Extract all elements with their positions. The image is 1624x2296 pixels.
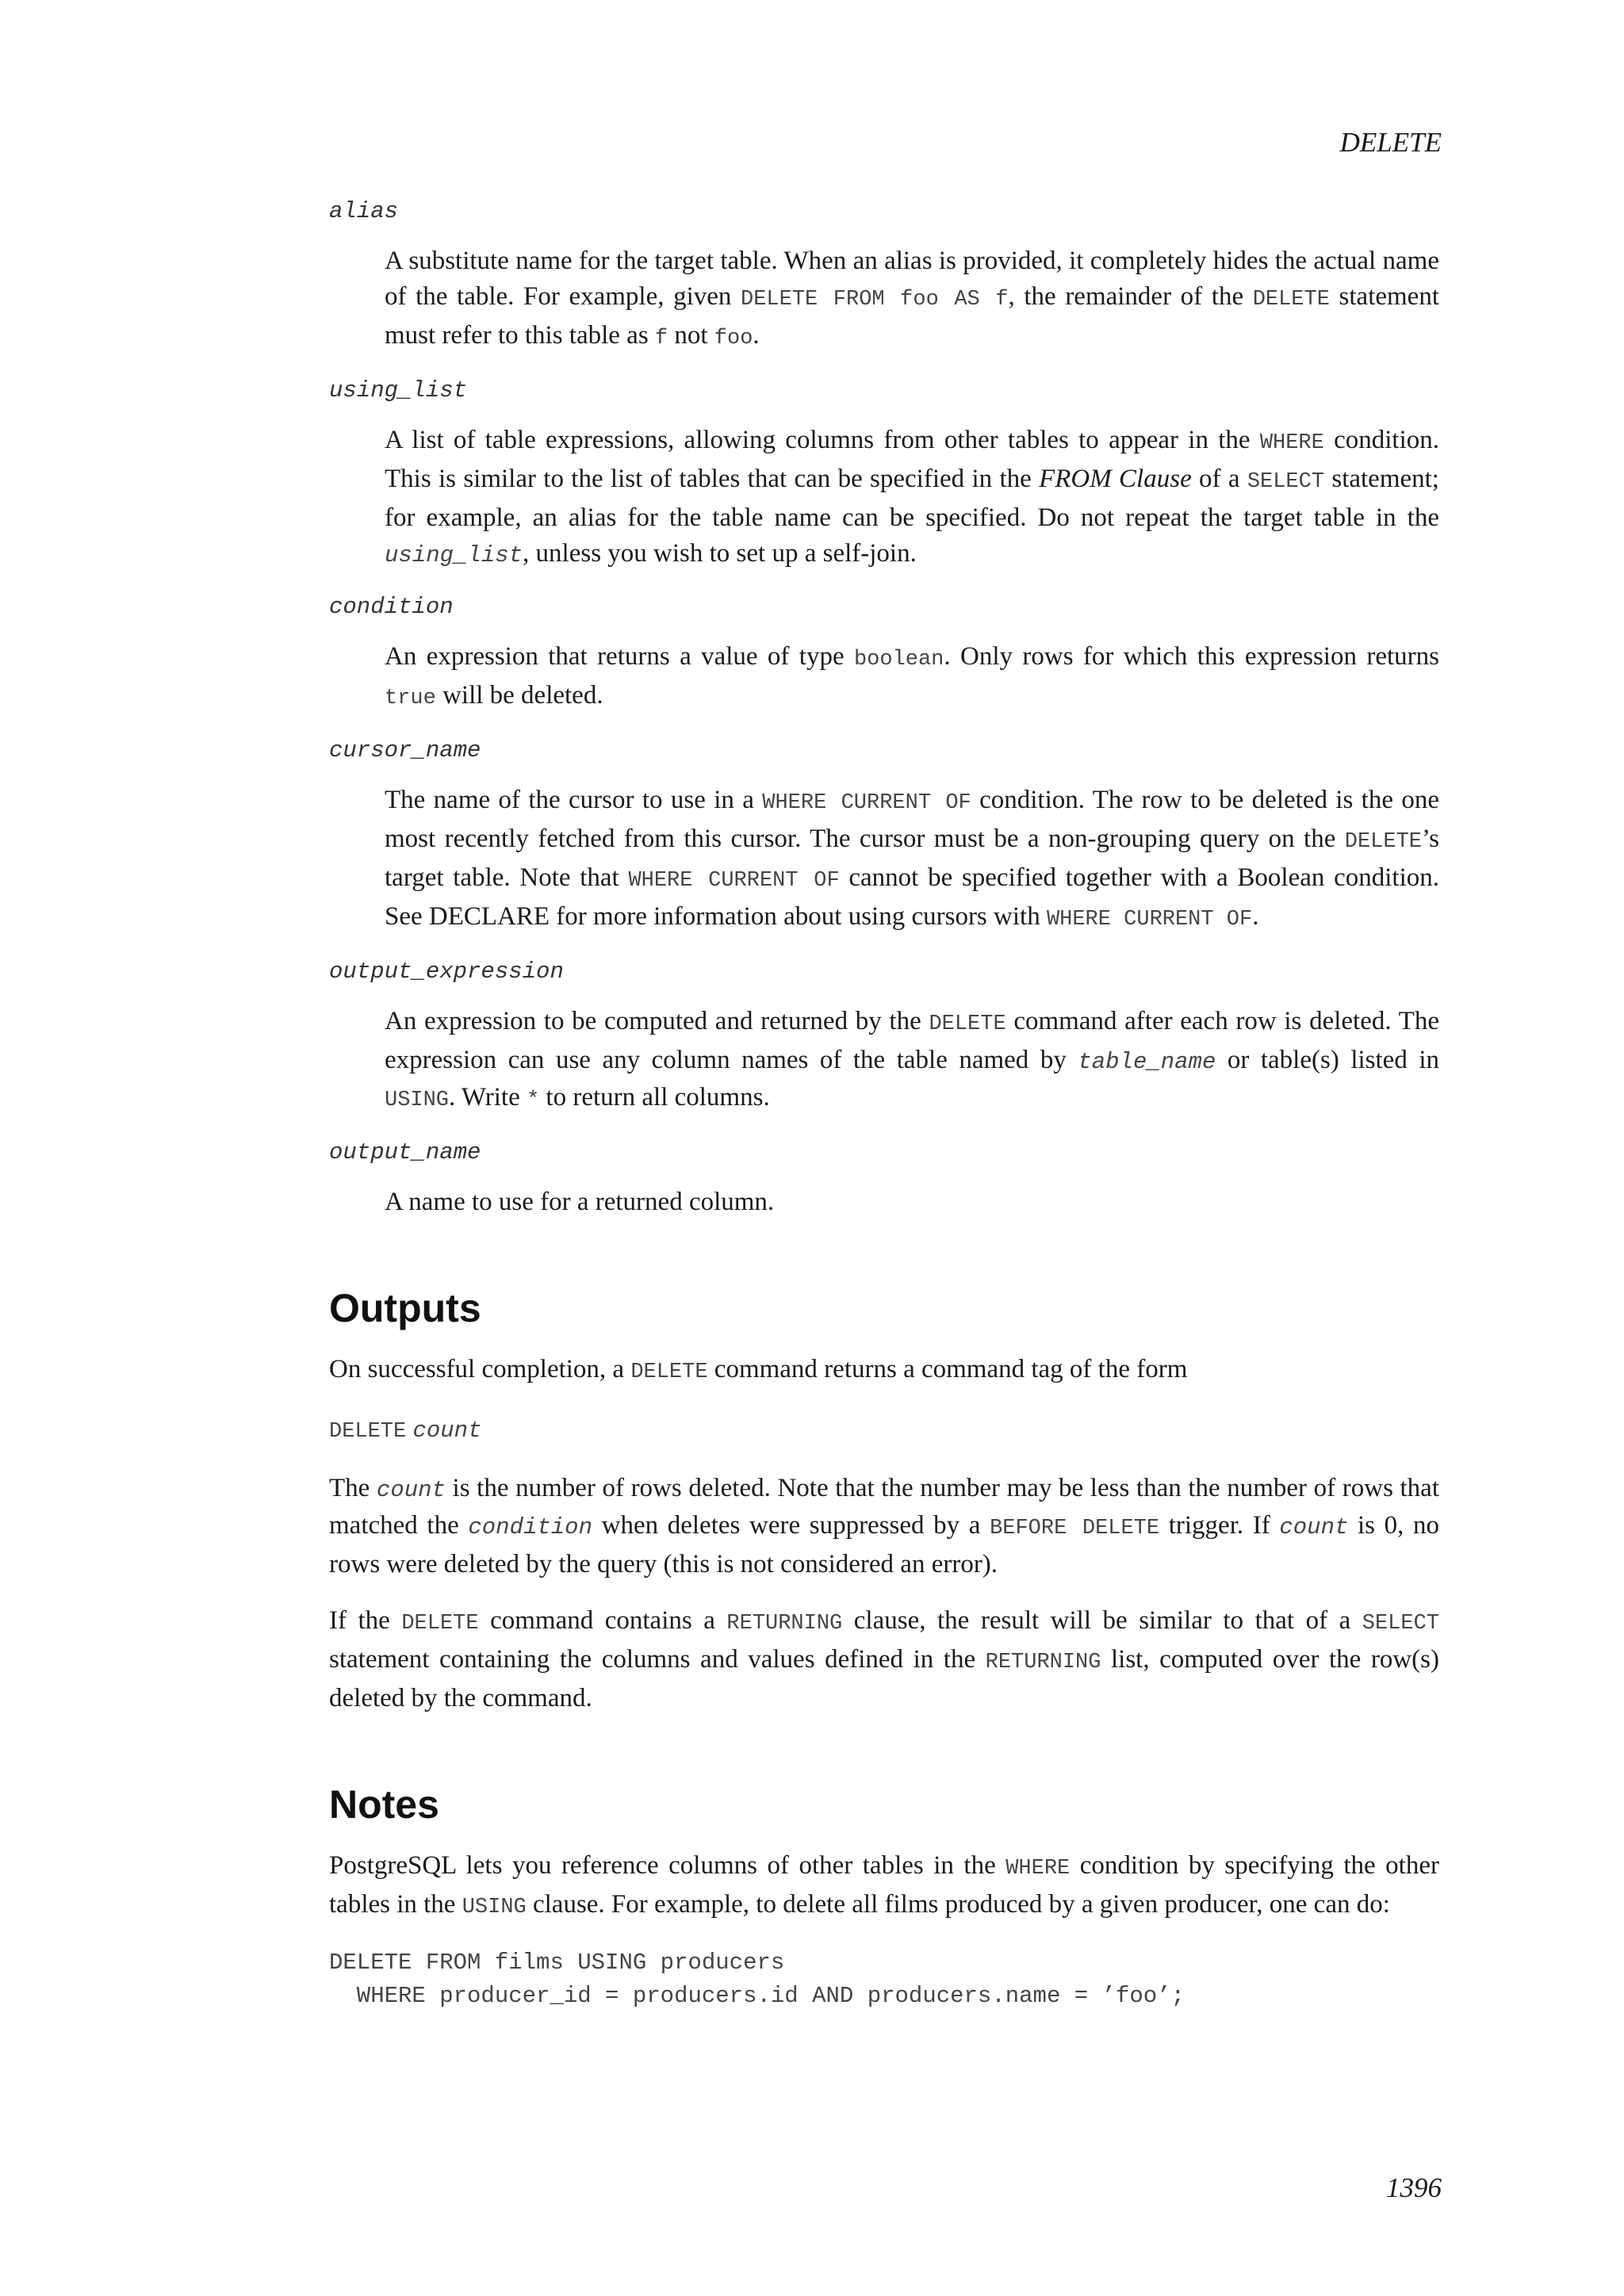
- inline-code: *: [526, 1089, 540, 1112]
- inline-text: condition. This is similar to the list of tables that can be specified in the: [385, 426, 1440, 493]
- running-head: DELETE: [1339, 127, 1442, 158]
- inline-code: WHERE CURRENT OF: [628, 869, 840, 893]
- inline-text: command returns a command tag of the form: [707, 1355, 1188, 1383]
- inline-code: DELETE: [1252, 288, 1330, 312]
- inline-text: cannot be specified together with a Boolean condition. See DECLARE for more information about using cursors with: [385, 863, 1439, 931]
- inline-text: when deletes were suppressed by a: [592, 1511, 990, 1540]
- definition-term: output_name: [329, 1139, 481, 1165]
- inline-text: or table(s) listed in: [1216, 1046, 1439, 1074]
- outputs-para-count: [329, 1471, 1439, 1582]
- inline-text: is 0, no rows were deleted by the query (this is not considered an error).: [329, 1511, 1440, 1578]
- inline-text: statement; for example, an alias for the table name can be specified. Do not repeat the target table in the: [385, 465, 1439, 532]
- definition-term: output_expression: [329, 959, 564, 985]
- definition-term: using_list: [329, 377, 468, 404]
- inline-code-var: count: [376, 1477, 446, 1503]
- inline-text: A list of table expressions, allowing columns from other tables to appear in the: [385, 426, 1260, 454]
- inline-text: of a: [1191, 465, 1247, 493]
- definition-paragraph: [385, 1004, 1439, 1119]
- inline-text: . Only rows for which this expression returns: [944, 642, 1439, 671]
- inline-text: will be deleted.: [435, 681, 603, 710]
- notes-heading: Notes: [329, 1782, 439, 1827]
- definition-description: [385, 243, 1439, 357]
- inline-text: If the: [329, 1606, 402, 1635]
- notes-para: [329, 1848, 1439, 1926]
- definition-term: condition: [329, 594, 454, 620]
- inline-code: WHERE: [1005, 1857, 1071, 1881]
- inline-text: not: [668, 321, 714, 350]
- inline-code: USING: [385, 1089, 450, 1112]
- inline-code: boolean: [853, 648, 944, 672]
- inline-text: On successful completion, a: [329, 1355, 631, 1383]
- command-tag-code: DELETE: [329, 1420, 407, 1444]
- inline-text: condition. The row to be deleted is the one most recently fetched from this cursor. The cursor must be a non-grouping query on the: [385, 786, 1440, 853]
- inline-text: The: [329, 1474, 377, 1502]
- inline-text: A name to use for a returned column.: [385, 1188, 775, 1216]
- inline-text: ’s target table. Note that: [385, 825, 1439, 892]
- inline-code: WHERE CURRENT OF: [1046, 908, 1253, 932]
- inline-text: clause. For example, to delete all films produced by a given producer, one can do:: [526, 1890, 1390, 1919]
- inline-code: DELETE: [401, 1612, 479, 1636]
- definition-paragraph: [385, 1184, 1439, 1220]
- inline-text: An expression to be computed and returned by the: [385, 1007, 929, 1035]
- definition-paragraph: [385, 243, 1439, 357]
- inline-text: , the remainder of the: [1008, 282, 1253, 311]
- inline-text: An expression that returns a value of type: [385, 642, 854, 671]
- definition-description: [385, 783, 1439, 938]
- inline-code: RETURNING: [985, 1651, 1101, 1674]
- inline-text: to return all columns.: [539, 1083, 770, 1112]
- definition-paragraph: [385, 783, 1439, 938]
- inline-text: .: [1252, 902, 1259, 931]
- inline-code: DELETE: [929, 1012, 1006, 1036]
- definition-description: [385, 1004, 1439, 1119]
- definition-paragraph: [385, 423, 1439, 573]
- inline-text: statement must refer to this table as: [385, 282, 1439, 350]
- outputs-para-returning: [329, 1603, 1439, 1716]
- inline-text: is the number of rows deleted. Note that the number may be less than the number of rows that matched the: [329, 1474, 1439, 1540]
- inline-code: USING: [462, 1896, 527, 1919]
- outputs-intro: [329, 1352, 1439, 1391]
- inline-code: foo: [714, 327, 753, 350]
- content: [329, 198, 1439, 2029]
- inline-text: The name of the cursor to use in a: [385, 786, 763, 814]
- inline-text: A substitute name for the target table. When an alias is provided, it completely hides the actual name of the table. For example, given: [385, 247, 1439, 311]
- inline-text: clause, the result will be similar to that of a: [842, 1606, 1362, 1635]
- inline-code-var: count: [1279, 1514, 1349, 1540]
- command-tag-var: count: [412, 1418, 482, 1444]
- inline-text: , unless you wish to set up a self-join.: [523, 539, 917, 568]
- inline-text: PostgreSQL lets you reference columns of other tables in the: [329, 1851, 1006, 1880]
- inline-code-var: condition: [468, 1514, 592, 1540]
- inline-text: command contains a: [478, 1606, 727, 1635]
- inline-code: DELETE: [630, 1360, 708, 1384]
- page-number: 1396: [1386, 2172, 1442, 2203]
- inline-text: . Write: [449, 1083, 527, 1112]
- definition-description: [385, 423, 1439, 573]
- inline-code: true: [385, 687, 436, 710]
- inline-code: WHERE: [1259, 431, 1324, 455]
- command-tag-example: [329, 1411, 1439, 1450]
- definition-term: cursor_name: [329, 737, 481, 763]
- inline-code-var: table_name: [1078, 1049, 1216, 1075]
- inline-code: BEFORE DELETE: [990, 1517, 1160, 1540]
- definition-paragraph: [385, 639, 1439, 717]
- inline-code: DELETE FROM foo AS f: [741, 288, 1009, 312]
- outputs-heading: Outputs: [329, 1286, 481, 1330]
- inline-code: SELECT: [1247, 470, 1325, 494]
- parameter-definitions: [329, 198, 1439, 1220]
- inline-text: .: [753, 321, 760, 350]
- notes-code-example: DELETE FROM films USING producers WHERE producer_id = producers.id AND producers.name = ’foo’;: [329, 1950, 1185, 2009]
- inline-code-var: using_list: [385, 542, 523, 568]
- inline-code: RETURNING: [726, 1612, 843, 1636]
- inline-text: condition by specifying the other tables in the: [329, 1851, 1439, 1919]
- inline-emphasis: FROM Clause: [1039, 465, 1192, 493]
- inline-text: trigger. If: [1159, 1511, 1280, 1540]
- inline-text: list, computed over the row(s) deleted by the command.: [329, 1645, 1439, 1712]
- inline-text: command after each row is deleted. The expression can use any column names of the table named by: [385, 1007, 1439, 1074]
- inline-text: statement containing the columns and values defined in the: [329, 1645, 986, 1674]
- definition-description: [385, 1184, 1439, 1220]
- inline-code: WHERE CURRENT OF: [762, 791, 971, 815]
- inline-code: DELETE: [1344, 830, 1422, 854]
- inline-code: f: [654, 327, 668, 350]
- inline-code: SELECT: [1362, 1612, 1439, 1636]
- definition-description: [385, 639, 1439, 717]
- definition-term: alias: [329, 198, 399, 224]
